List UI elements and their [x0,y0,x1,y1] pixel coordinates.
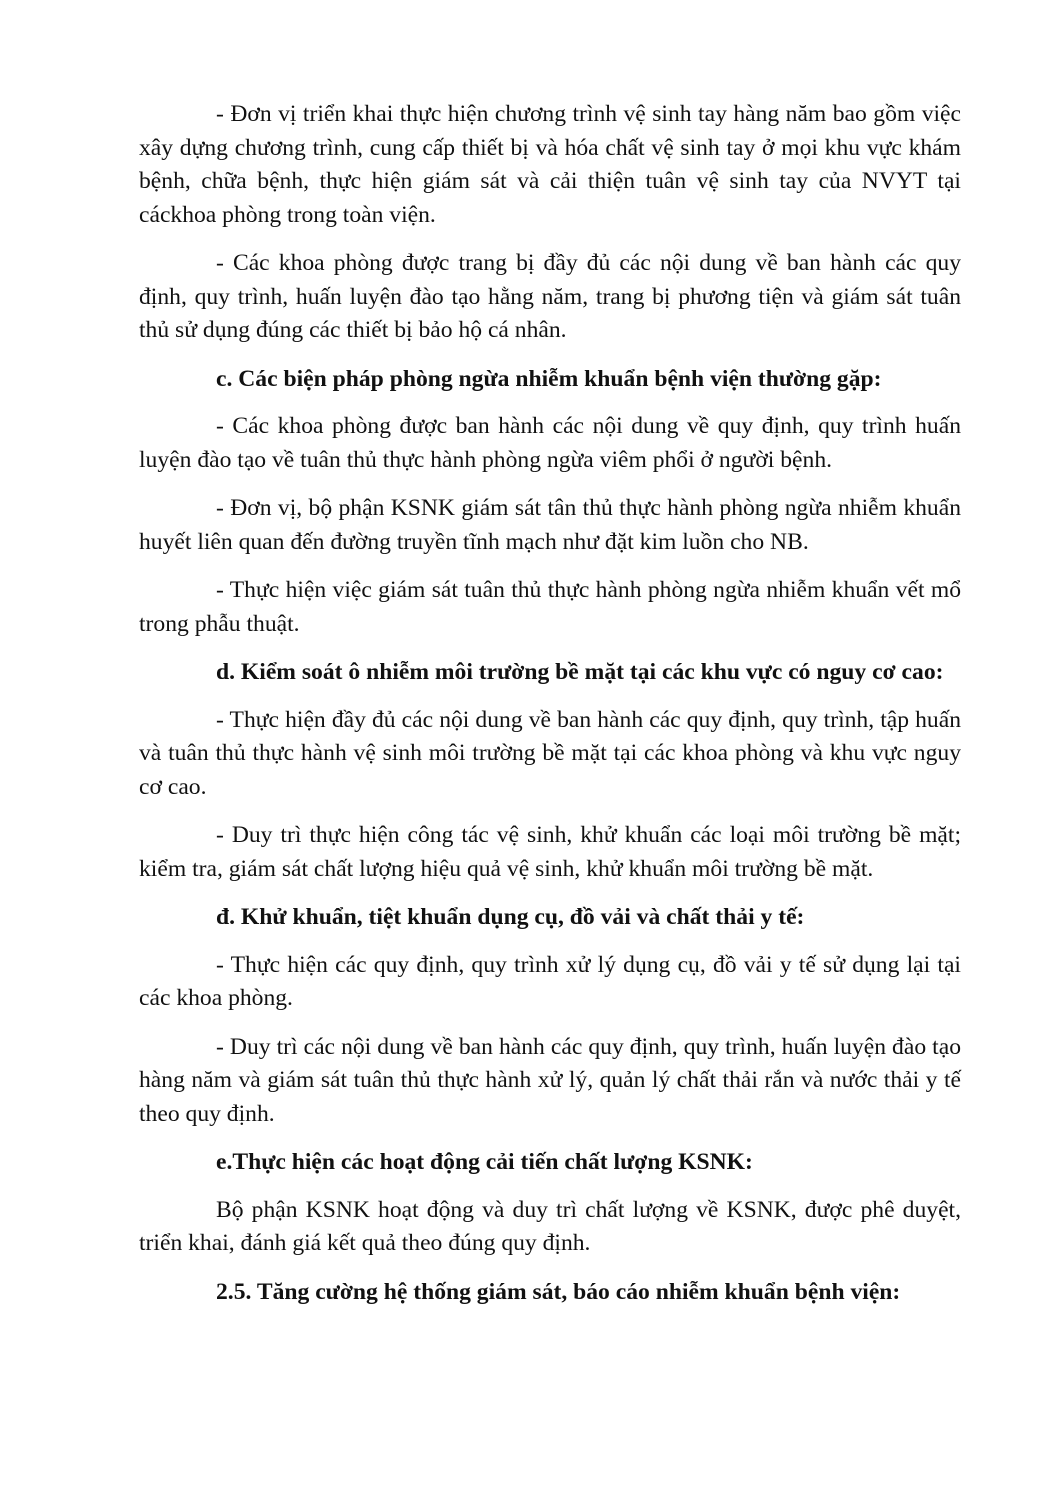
paragraph-quality-improvement: Bộ phận KSNK hoạt động và duy trì chất lượng về KSNK, được phê duyệt, triển khai, đánh giá kết quả theo đúng quy định. [139,1196,961,1256]
heading-section-d: d. Kiểm soát ô nhiễm môi trường bề mặt tại các khu vực có nguy cơ cao: [216,659,944,685]
paragraph-hand-hygiene-program: - Đơn vị triển khai thực hiện chương trình vệ sinh tay hàng năm bao gồm việc xây dựng chương trình, cung cấp thiết bị và hóa chất vệ sinh tay ở mọi khu vực khám bệnh, chữa bệnh, thực hiện giám sát và cải thiện tuân vệ sinh tay của NVYT tại cáckhoa phòng trong toàn viện. [139,101,961,228]
paragraph-waste-management: - Duy trì các nội dung về ban hành các quy định, quy trình, huấn luyện đào tạo hàng năm và giám sát tuân thủ thực hành xử lý, quản lý chất thải rắn và nước thải y tế theo quy định. [139,1033,961,1127]
heading-section-e: e.Thực hiện các hoạt động cải tiến chất lượng KSNK: [216,1149,753,1175]
paragraph-bloodstream-infection: - Đơn vị, bộ phận KSNK giám sát tân thủ thực hành phòng ngừa nhiễm khuẩn huyết liên quan đến đường truyền tĩnh mạch như đặt kim luồn cho NB. [139,495,961,555]
paragraph-surface-disinfection: - Duy trì thực hiện công tác vệ sinh, khử khuẩn các loại môi trường bề mặt; kiểm tra, giám sát chất lượng hiệu quả vệ sinh, khử khuẩn môi trường bề mặt. [139,822,961,882]
paragraph-pneumonia-prevention: - Các khoa phòng được ban hành các nội dung về quy định, quy trình huấn luyện đào tạo về tuân thủ thực hành phòng ngừa viêm phổi ở người bệnh. [139,413,961,473]
paragraph-environment-hygiene: - Thực hiện đầy đủ các nội dung về ban hành các quy định, quy trình, tập huấn và tuân thủ thực hành vệ sinh môi trường bề mặt tại các khoa phòng và khu vực nguy cơ cao. [139,706,961,800]
heading-section-dd: đ. Khử khuẩn, tiệt khuẩn dụng cụ, đồ vải và chất thải y tế: [216,904,805,930]
paragraph-instrument-processing: - Thực hiện các quy định, quy trình xử lý dụng cụ, đồ vải y tế sử dụng lại tại các khoa phòng. [139,951,961,1011]
heading-section-2-5: 2.5. Tăng cường hệ thống giám sát, báo cáo nhiễm khuẩn bệnh viện: [216,1278,901,1305]
heading-section-c: c. Các biện pháp phòng ngừa nhiễm khuẩn bệnh viện thường gặp: [216,365,882,392]
document-page [139,98,961,1323]
paragraph-protective-equipment: - Các khoa phòng được trang bị đầy đủ các nội dung về ban hành các quy định, quy trình, huấn luyện đào tạo hằng năm, trang bị phương tiện và giám sát tuân thủ sử dụng đúng các thiết bị bảo hộ cá nhân. [139,250,961,343]
paragraph-surgical-site-infection: - Thực hiện việc giám sát tuân thủ thực hành phòng ngừa nhiễm khuẩn vết mổ trong phẫu thuật. [139,577,961,637]
